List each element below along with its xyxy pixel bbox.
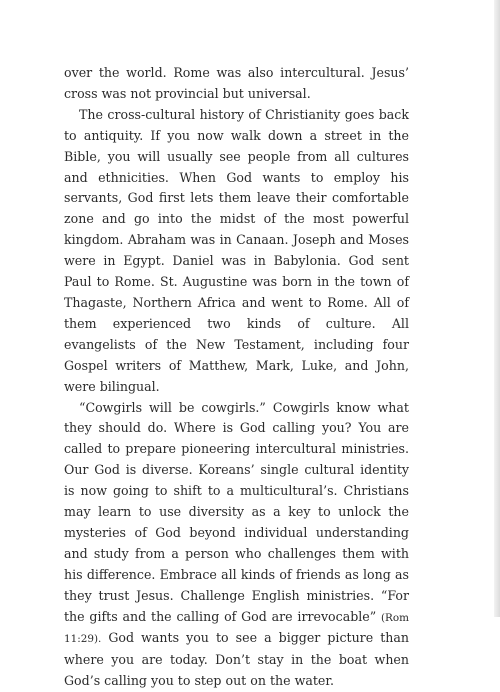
body-text [64, 63, 409, 692]
paragraph-1: over the world. Rome was also intercultural. Jesus’ cross was not provincial but universal. [64, 63, 409, 105]
paragraph-2: The cross-cultural history of Christianity goes back to antiquity. If you now walk down a street in the Bible, you will usually see people from all cultures and ethnicities. When God wants to employ his servants, God first lets them leave their comfortable zone and go into the midst of the most powerful kingdom. Abraham was in Canaan. Joseph and Moses were in Egypt. Daniel was in Babylonia. God sent Paul to Rome. St. Augustine was born in the town of Thagaste, Northern Africa and went to Rome. All of them experienced two kinds of culture. All evangelists of the New Testament, including four Gospel writers of Matthew, Mark, Luke, and John, were bilingual. [64, 105, 409, 398]
paragraph-3-continued: God wants you to see a bigger picture than where you are today. Don’t stay in the boat when God’s calling you to step out on the water. [64, 630, 409, 688]
paragraph-3-text: “Cowgirls will be cowgirls.” Cowgirls know what they should do. Where is God calling you? You are called to prepare pioneering intercultural ministries. Our God is diverse. Koreans’ single cultural identity is now going to shift to a multicultural’s. Christians may learn to use diversity as a key to unlock the mysteries of God beyond individual understanding and study from a person who challenges them with his difference. Embrace all kinds of friends as long as they trust Jesus. Challenge English ministries. “For the gifts and the calling of God are irrevocable” [64, 400, 409, 624]
paragraph-3 [64, 398, 409, 692]
page-edge [494, 0, 500, 617]
scripture-citation: (Rom 11:29). [64, 612, 409, 646]
